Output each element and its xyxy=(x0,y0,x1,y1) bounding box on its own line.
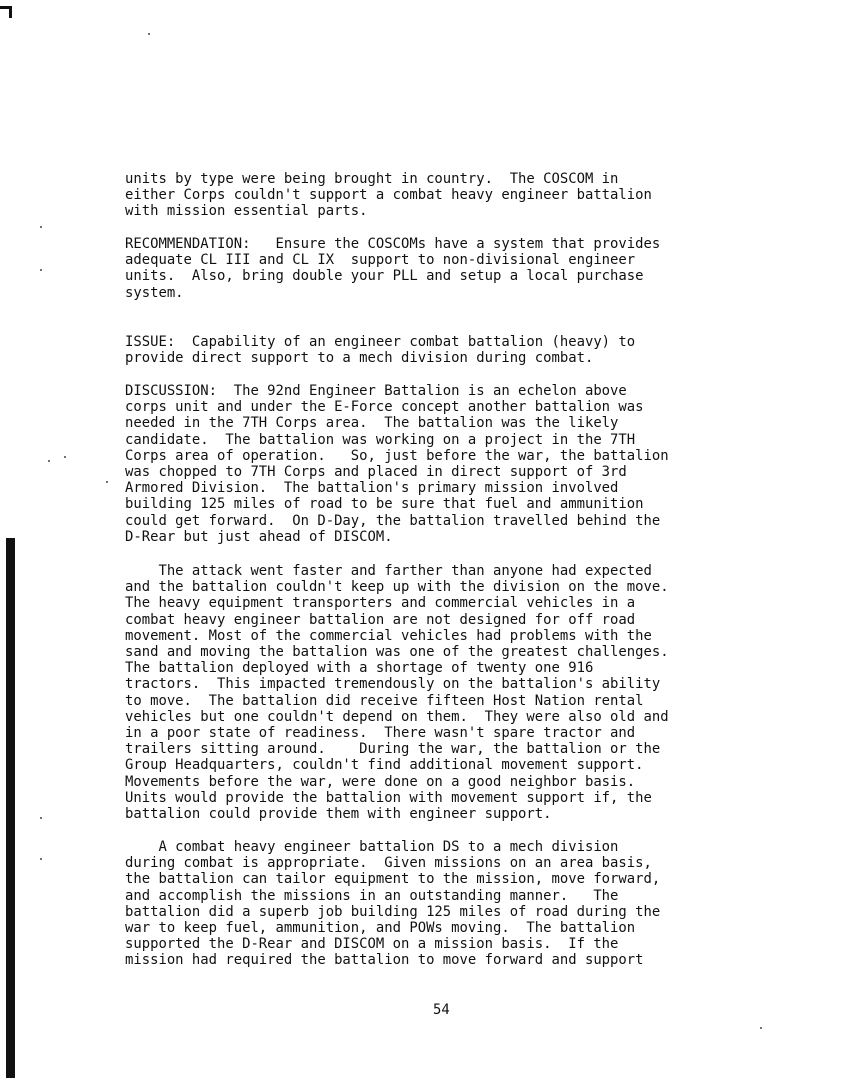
text-line: tractors. This impacted tremendously on the battalion's ability xyxy=(125,676,661,693)
margin-change-bar xyxy=(6,538,15,1078)
attack-paragraph xyxy=(125,563,775,822)
text-line: mission had required the battalion to move forward and support xyxy=(125,952,644,969)
text-line: war to keep fuel, ammunition, and POWs moving. The battalion xyxy=(125,920,636,937)
text-line: vehicles but one couldn't depend on them. They were also old and xyxy=(125,708,669,725)
scan-speck xyxy=(40,858,42,860)
text-line: supported the D-Rear and DISCOM on a mission basis. If the xyxy=(125,936,619,953)
text-line: sand and moving the battalion was one of the greatest challenges. xyxy=(125,644,669,661)
scan-speck xyxy=(760,1027,762,1029)
text-line: battalion did a superb job building 125 miles of road during the xyxy=(125,903,661,920)
scan-speck xyxy=(48,460,50,462)
issue-paragraph xyxy=(125,334,775,366)
text-line: system. xyxy=(125,284,184,301)
text-line: trailers sitting around. During the war, the battalion or the xyxy=(125,741,661,758)
text-line: candidate. The battalion was working on a project in the 7TH xyxy=(125,431,636,448)
scan-speck xyxy=(148,33,150,35)
text-line: Units would provide the battalion with movement support if, the xyxy=(125,789,652,806)
text-line: DISCUSSION: The 92nd Engineer Battalion is an echelon above xyxy=(125,383,627,399)
text-line: during combat is appropriate. Given missions on an area basis, xyxy=(125,855,652,872)
text-line: provide direct support to a mech division during combat. xyxy=(125,350,594,367)
text-line: needed in the 7TH Corps area. The battalion was the likely xyxy=(125,415,619,432)
text-line: The battalion deployed with a shortage of twenty one 916 xyxy=(125,660,594,677)
text-line: the battalion can tailor equipment to the mission, move forward, xyxy=(125,871,661,888)
text-line: battalion could provide them with engineer support. xyxy=(125,806,552,823)
text-line: RECOMMENDATION: Ensure the COSCOMs have a system that provides xyxy=(125,236,661,252)
combat-paragraph xyxy=(125,839,775,969)
text-line: could get forward. On D-Day, the battalion travelled behind the xyxy=(125,512,661,529)
text-line: was chopped to 7TH Corps and placed in direct support of 3rd xyxy=(125,464,627,481)
text-line: The attack went faster and farther than anyone had expected xyxy=(125,563,652,579)
text-line: either Corps couldn't support a combat heavy engineer battalion xyxy=(125,187,652,204)
text-line: A combat heavy engineer battalion DS to a mech division xyxy=(125,839,619,855)
text-line: Corps area of operation. So, just before the war, the battalion xyxy=(125,447,669,464)
corner-crop-mark xyxy=(0,6,12,18)
text-line: ISSUE: Capability of an engineer combat battalion (heavy) to xyxy=(125,334,636,350)
text-line: corps unit and under the E-Force concept another battalion was xyxy=(125,399,644,416)
scan-speck xyxy=(40,226,42,228)
page-number: 54 xyxy=(433,1002,450,1018)
text-line: units. Also, bring double your PLL and setup a local purchase xyxy=(125,268,644,285)
text-line: and accomplish the missions in an outstanding manner. The xyxy=(125,887,619,904)
text-line: in a poor state of readiness. There wasn't spare tractor and xyxy=(125,725,636,742)
text-line: Movements before the war, were done on a good neighbor basis. xyxy=(125,773,636,790)
scan-speck xyxy=(106,481,108,483)
recommendation-paragraph xyxy=(125,236,775,301)
text-line: to move. The battalion did receive fifteen Host Nation rental xyxy=(125,692,644,709)
scan-speck xyxy=(40,269,42,271)
text-line: movement. Most of the commercial vehicles had problems with the xyxy=(125,627,652,644)
intro-paragraph xyxy=(125,171,775,220)
text-line: D-Rear but just ahead of DISCOM. xyxy=(125,528,393,545)
text-line: adequate CL III and CL IX support to non-divisional engineer xyxy=(125,252,636,269)
discussion-paragraph xyxy=(125,383,775,545)
text-line: The heavy equipment transporters and commercial vehicles in a xyxy=(125,595,636,612)
text-line: Group Headquarters, couldn't find additional movement support. xyxy=(125,757,644,774)
text-line: units by type were being brought in country. The COSCOM in xyxy=(125,171,619,187)
text-line: combat heavy engineer battalion are not designed for off road xyxy=(125,611,636,628)
scan-speck xyxy=(64,456,66,458)
text-line: Armored Division. The battalion's primary mission involved xyxy=(125,480,619,497)
scan-speck xyxy=(40,817,42,819)
text-line: with mission essential parts. xyxy=(125,203,368,220)
text-line: and the battalion couldn't keep up with the division on the move. xyxy=(125,579,669,596)
text-line: building 125 miles of road to be sure that fuel and ammunition xyxy=(125,496,644,513)
